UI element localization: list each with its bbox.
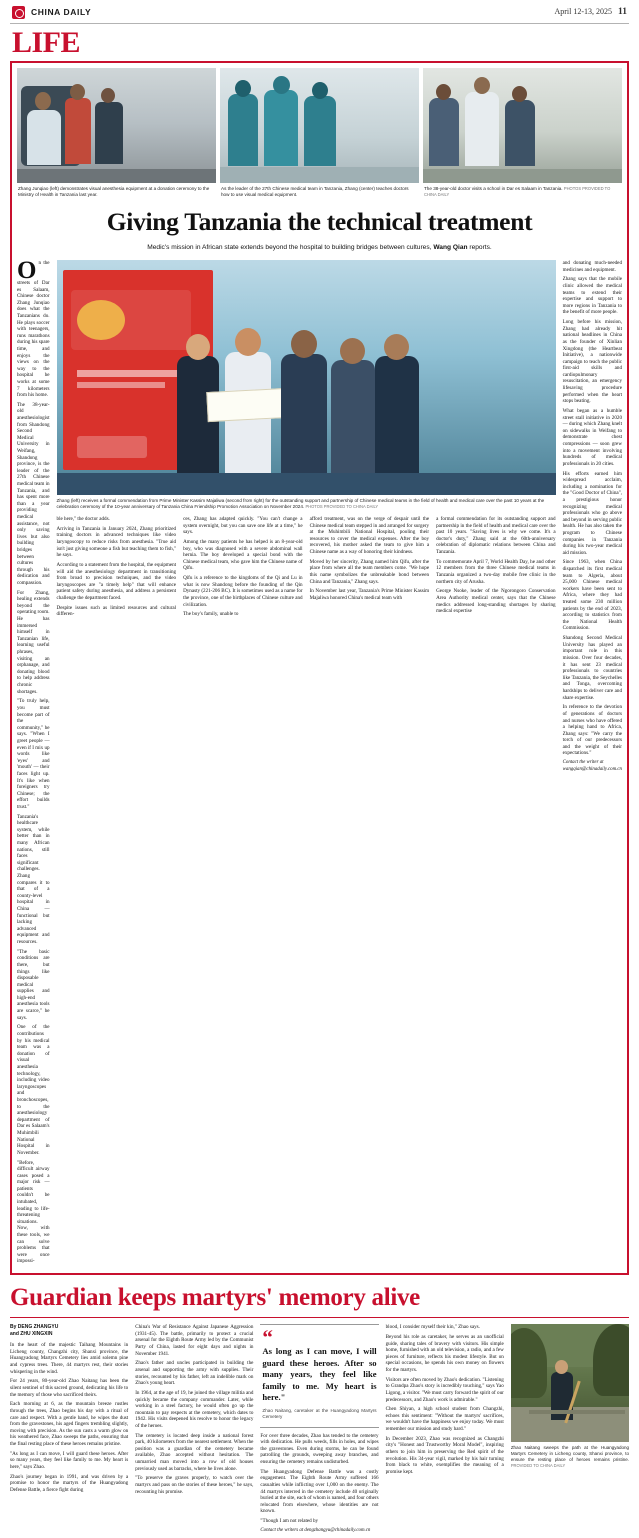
pull-quote-text: As long as I can move, I will guard these heroes. After so many years, they feel like family to me. My heart is here." [262, 1346, 377, 1403]
masthead-left [12, 6, 91, 19]
hero-photo [57, 260, 556, 495]
photo-strip [17, 68, 622, 198]
body-middle-columns [57, 516, 556, 621]
second-story [10, 1284, 629, 1537]
body-column-4: afford treatment, was on the verge of despair until the Chinese medical team stepped in and arranged for surgery at the Muhimbili National Hospital, pooling their resources to cover the medical expenses. After the boy recovered, his mother asked the team to give him a Chinese name as a way of honoring their kindness. Moved by her sincerity, Zhang named him Qifu, after the place from where all the team members come. "We hope this name symbolizes the unbreakable bond between China and Tanzania," Zhang says. In November last year, Tanzania's Prime Minister Kassim Majaliwa honored China's medical team with [309, 516, 430, 601]
second-story-photo-caption: Zhao Naitang sweeps the path at the Huangyadong Martyrs Cemetery in Licheng county, Shanxi province, to ensure the resting place of heroes remains pristine. PROVIDED TO CHINA DAILY [510, 1445, 630, 1469]
page-number: 11 [618, 7, 627, 17]
photo-caption-1: Zhang Junqiao (left) demonstrates visual anesthesia equipment at a donation ceremony to the Ministry of Health in Tanzania last year. [18, 186, 210, 197]
body-middle-block [57, 260, 556, 1268]
pull-quote [260, 1324, 378, 1428]
brand-name: CHINA DAILY [31, 7, 92, 17]
quote-mark-icon: “ [262, 1325, 273, 1350]
hero-photo-caption: Zhang (left) receives a formal commendation from Prime Minister Kassim Majaliwa (second from right) for the outstanding support and partnership of Chinese medical teams in the field of health and medical care over the past 10 years at the celebration ceremony of the 10-year anniversary of Tanzania China Friendship Promotion Association on November 2024. PHOTOS PROVIDED TO CHINA DAILY [56, 498, 545, 509]
masthead-right [554, 7, 627, 17]
body-column-3: ces, Zhang has adapted quickly. "You can't change a system overnight, but you can save one life at a time," he says. Among the many patients he has helped is an 8-year-old boy, who was diagnosed with a severe abdominal wall hernia. The boy developed a special bond with the Chinese medical team, who gave him the Chinese name of Qifu. Qifu is a reference to the kingdoms of the Qi and Lu in what is now Shandong before the founding of the Qin Dynasty (221-206 BC). It is sometimes used as a name for the province, one of the birthplaces of Chinese culture and civilization. The boy's family, unable to [183, 516, 303, 618]
standfirst-tail: reports. [469, 244, 492, 251]
red-rule-divider [10, 1317, 629, 1318]
standfirst-byline: Wang Qian [433, 244, 468, 251]
photo-caption-2: As the leader of the 27th Chinese medical team in Tanzania, Zhang (center) teaches doctors how to use visual medical equipment. [221, 186, 409, 197]
photo-cell [423, 68, 622, 198]
issue-date: April 12-13, 2025 [554, 7, 613, 16]
byline: By DENG ZHANGYU and ZHU XINGXIN [10, 1324, 59, 1338]
s2-column-4: blood, I consider myself their kin," Zhao says. Beyond his role as caretaker, he serves as an unofficial guide, sharing tales of bravery with visitors. His simple home, furnished with an old television, a radio, and a few pieces of furniture, reflects his modest lifestyle. But on special occasions, he spends his own money on flowers for the martyrs. Visitors are often moved by Zhao's dedication. "Listening to Grandpa Zhao's story is incredibly touching," says Yao Ligong, a visitor. "We must carry forward the spirit of our predecessors, and Zhao's work is admirable." Chen Shiyan, a high school student from Changzhi, echoes this sentiment: "Without the martyrs' sacrifices, we wouldn't have the happiness we enjoy today. We must remember our mission and study hard." In December 2023, Zhao was recognized as Changzhi city's "Honest and Trustworthy Moral Model", inspiring others to join him in preserving the Red spirit of the revolution. His 34-year vigil, marked by his hair turning from black to white, exemplifies the meaning of a promise kept. [385, 1324, 504, 1475]
story-headline: Giving Tanzania the technical treatment [106, 207, 533, 236]
story-photo-2 [220, 68, 419, 183]
s2-column-5 [511, 1324, 629, 1537]
photo-cell [17, 68, 216, 198]
china-daily-roundel-icon [12, 6, 25, 19]
story-photo-3 [423, 68, 622, 183]
story-photo-1 [17, 68, 216, 183]
second-story-headline: Guardian keeps martyrs' memory alive [10, 1284, 420, 1312]
photo-credit: PHOTOS PROVIDED TO CHINA DAILY [424, 186, 611, 197]
hero-photo-credit: PHOTOS PROVIDED TO CHINA DAILY [305, 504, 379, 509]
body-column-2: ble here," the doctor adds. Arriving in Tanzania in January 2024, Zhang prioritized training doctors in advanced techniques like video laryngoscopy to reduce risks from anesthesia. "True aid isn't just giving someone a fish but teaching them to fish," he says. According to a statement from the hospital, the equipment will aid the anesthesiology department in transitioning from broad to precision techniques, and the video laryngoscopes are "a timely help" that will enhance patient safety during anesthesia, and address a persistent challenge the department faced. Despite issues such as limited resources and cultural differen- [56, 516, 177, 618]
lead-story [10, 61, 629, 1275]
s2-column-3: “ As long as I can move, I will guard these heroes. After so many years, they feel like family to me. My heart is here." Zhao Naitang, caretaker at the Huangyadong Martyrs Cemetery For over three decades, Zhao has tended to the cemetery with dedication. He pulls weeds, fills in holes, and wipes the gravestones. Even during storms, he can be found patrolling the grounds, sweeping away branches, and ensuring the cemetery remains undisturbed. The Huangyadong Defense Battle was a costly engagement. The Eighth Route Army suffered 166 casualties while inflicting over 1,000 on the enemy. The 44 martyrs interred in the cemetery include 40 originally buried at the site, each of whom is named, and four others relocated from elsewhere, whose identities are not known. "Though I am not related by Contact the writers at dengzhangyu@chinadaily.com.cn [260, 1325, 379, 1533]
section-title: LIFE [12, 26, 81, 59]
second-story-photo-credit: PROVIDED TO CHINA DAILY [510, 1463, 566, 1469]
s2-column-2: China's War of Resistance Against Japanese Aggression (1931-45). The battle, primarily to protect a crucial arsenal for the Eighth Route Army led by the Communist Party of China, lasted for eight days and nights in November 1941. Zhao's father and uncles participated in building the arsenal and supporting the army with supplies. Their stories, recounted by his father, left an indelible mark on Zhao's young heart. In 1964, at the age of 19, he joined the village militia and quickly became the company commander. Later, while working in a steel factory, he would often go up the mountain to pay respects at the cemetery, which dates to 1942. His visits deepened his resolve to honor the legacy of the heroes. The cemetery is located deep inside a national forest park, 40 kilometers from the nearest settlement. When the position was a guardian of the cemetery became available, Zhao accepted without hesitation. The unmarried man moved into a row of old houses previously used as barracks, where he lives alone. "To preserve the graves properly, to watch over the martyrs and pass on the stories of these heroes," he says, recounting his promise. [135, 1324, 254, 1495]
photo-cell [220, 68, 419, 198]
second-story-photo [511, 1324, 629, 1442]
body-column-6: and donating much-needed medicines and equipment. Zhang says that the mobile clinic allowed the medical teams to extend their expertise and support to more regions in Tanzania to the benefit of more people. Long before his mission, Zhang had already hit national headlines in China as the founder of Xinlian Xingdong (the Heartbeat Initiative), a nationwide campaign to teach the public first-aid skills and cardiopulmonary resuscitation, an emergency lifesaving procedure performed when the heart stops beating. What began as a humble street stall initiative in 2020 — during which Zhang knelt on sidewalks in Weifang to demonstrate chest compressions — soon grew into a movement involving hundreds of medical professionals in 20 cities. His efforts earned him widespread acclaim, including a nomination for the "Good Doctor of China", a prestigious honor recognizing medical professionals who go above and beyond in serving public health. He has also taken the program to Chinese companies in Tanzania during his two-year medical aid mission. Since 1963, when China dispatched its first medical team to Algeria, about 25,000 Chinese medical workers have been sent to Africa, where they had treated some 230 million patients by the end of 2023, according to statistics from the National Health Commission. Shandong Second Medical University has played an important role in this mission. Over four decades, it has sent 23 medical professionals to countries like Tanzania, the Seychelles and Tonga, overcoming hardships to deliver care and share expertise. In reference to the devotion of generations of doctors and nurses who have offered a helping hand to Africa, Zhang says: "We carry the torch of our predecessors and the weight of their expectations." Contact the writer at wangqian@chinadaily.com.cn [562, 260, 622, 772]
photo-caption-3: The 38-year-old doctor visits a school in Dar es Salaam in Tanzania. PHOTOS PROVIDED TO CHINA DAILY [424, 186, 611, 197]
story-standfirst [17, 243, 622, 253]
pull-quote-attribution: Zhao Naitang, caretaker at the Huangyadong Martyrs Cemetery [262, 1407, 377, 1419]
s2-contact[interactable]: Contact the writers at dengzhangyu@chinadaily.com.cn [260, 1527, 371, 1533]
story-contact[interactable]: Contact the writer at wangqian@chinadaily.com.cn [562, 760, 622, 772]
body-column-5: a formal commendation for its outstanding support and partnership in the field of health and medical care over the past 10 years. "Saving lives is why we come. It's a doctor's duty," Zhang said at the 60th-anniversary celebration of diplomatic relations between China and Tanzania. To commemorate April 7, World Health Day, he and other 12 members from the three Chinese medical teams in Tanzania organized a two-day mobile free clinic in the northern city of Arusha. George Nsoke, leader of the Ngorongoro Conservation Area Authority medical center, says that the Chinese medics addressed long-standing shortages by sharing medical expertise [436, 516, 556, 615]
standfirst-lead: Medic's mission in African state extends beyond the hospital to building bridges between cultures, [147, 244, 432, 251]
story-body [17, 257, 622, 1268]
s2-column-1: By DENG ZHANGYU and ZHU XINGXIN In the heart of the majestic Taihang Mountains in Licheng county, Changzhi city, Shanxi province, the Huangyadong Martyrs Cemetery lies amid solemn pine and cypress trees. There, 44 martyrs rest, their stories whispering in the wind. For 24 years, 80-year-old Zhao Naitang has been the silent sentinel of this sacred ground, dedicating his life to the memory of those who sacrificed theirs. Each morning at 6, as the mountain breeze rustles through the trees, Zhao begins his day with a ritual of care and respect. With a gentle hand, he wipes the dust from the gravestones, his aged fingers trembling slightly, moving with precision. As the sun casts a warm glow on his weathered face, Zhao sweeps the paths, ensuring that the final resting place of these heroes remains pristine. "As long as I can move, I will guard these heroes. After so many years, they feel like family to me. My heart is here," says Zhao. Zhao's journey began in 1991, and was driven by a promise to honor the martyrs of the Huangyadong Defense Battle, a fierce fight during [10, 1324, 129, 1493]
masthead [10, 0, 629, 24]
body-column-1: On the streets of Dar es Salaam, Chinese doctor Zhang Junqiao does what the Tanzanians do. He plays soccer with teenagers, runs marathons during his spare time, and enjoys the views on the way to the hospital he works at some 7 kilometers from his home. The 38-year-old anesthesiologist from Shandong Second Medical University in Weifang, Shandong province, is the leader of the 27th Chinese medical team in Tanzania, and has spent more than a year providing medical assistance, not only saving lives but also building bridges between cultures through his dedication and compassion. For Zhang, healing extends beyond the operating room. He has immersed himself in Tanzanian life, learning useful phrases, visiting an orphanage, and donating blood to help address chronic shortages. "To truly help, you must become part of the community," he says. "When I greet people — even if I mix up words like 'eyes' and 'mouth' — their faces light up. It's like when foreigners try Chinese; the effort builds trust." Tanzania's healthcare system, while better than in many African nations, still faces significant challenges. Zhang compares it to that of a county-level hospital in China — functional but lacking advanced equipment and resources. "The basic conditions are there, but things like disposable medical supplies and high-end anesthesia tools are scarce," he says. One of the contributions by his medical team was a donation of visual anesthesia technology, including video laryngoscopes and bronchoscopes, to the anesthesiology department of Dar es Salaam's Muhimbili National Hospital in November. "Before, difficult airway cases posed a major risk — patients couldn't be intubated, leading to life-threatening situations. Now, with these tools, we can solve problems that were once impossi- [17, 257, 50, 1265]
second-story-body [10, 1324, 629, 1537]
